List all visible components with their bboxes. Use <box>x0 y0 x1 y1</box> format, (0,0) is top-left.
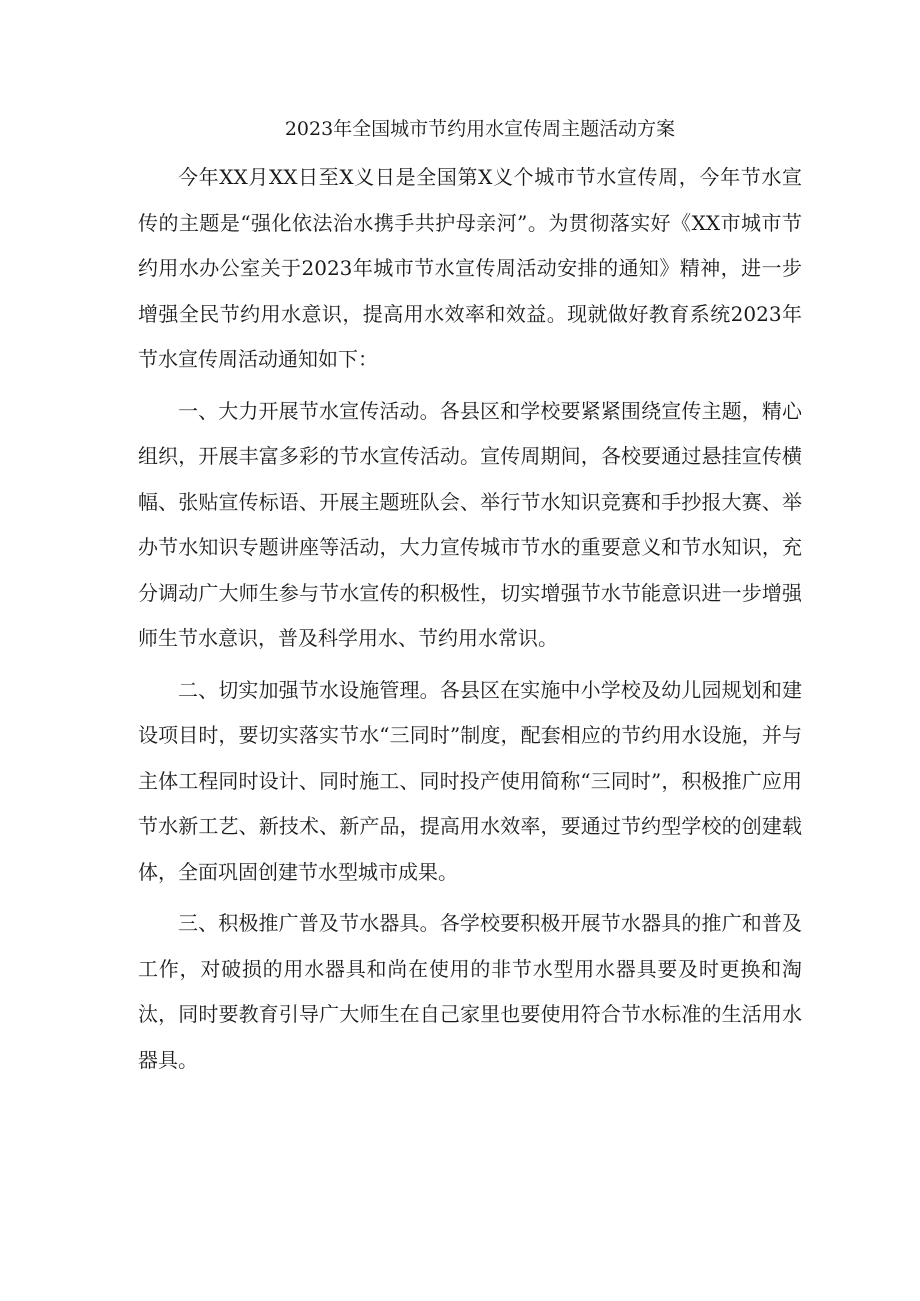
paragraph-section-1: 一、大力开展节水宣传活动。各县区和学校要紧紧围绕宣传主题，精心组织，开展丰富多彩的节水宣传活动。宣传周期间，各校要通过悬挂宣传横幅、张贴宣传标语、开展主题班队会、举行节水知识竞赛和手抄报大赛、举办节水知识专题讲座等活动，大力宣传城市节水的重要意义和节水知识，充分调动广大师生参与节水宣传的积极性，切实增强节水节能意识进一步增强师生节水意识，普及科学用水、节约用水常识。 <box>138 398 802 650</box>
paragraph-section-2: 二、切实加强节水设施管理。各县区在实施中小学校及幼儿园规划和建设项目时，要切实落实节水“三同时”制度，配套相应的节约用水设施，并与主体工程同时设计、同时施工、同时投产使用简称“三同时”，积极推广应用节水新工艺、新技术、新产品，提高用水效率，要通过节约型学校的创建载体，全面巩固创建节水型城市成果。 <box>138 677 802 884</box>
paragraph-section-3: 三、积极推广普及节水器具。各学校要积极开展节水器具的推广和普及工作，对破损的用水器具和尚在使用的非节水型用水器具要及时更换和淘汰，同时要教育引导广大师生在自己家里也要使用符合节水标准的生活用水器具。 <box>138 911 802 1072</box>
document-title: 2023年全国城市节约用水宣传周主题活动方案 <box>284 118 676 140</box>
paragraph-intro: 今年XX月XX日至X义日是全国第X义个城市节水宣传周，今年节水宣传的主题是“强化依法治水携手共护母亲河”。为贯彻落实好《XX市城市节约用水办公室关于2023年城市节水宣传周活动安排的通知》精神，进一步增强全民节约用水意识，提高用水效率和效益。现就做好教育系统2023年节水宣传周活动通知如下： <box>138 165 802 371</box>
